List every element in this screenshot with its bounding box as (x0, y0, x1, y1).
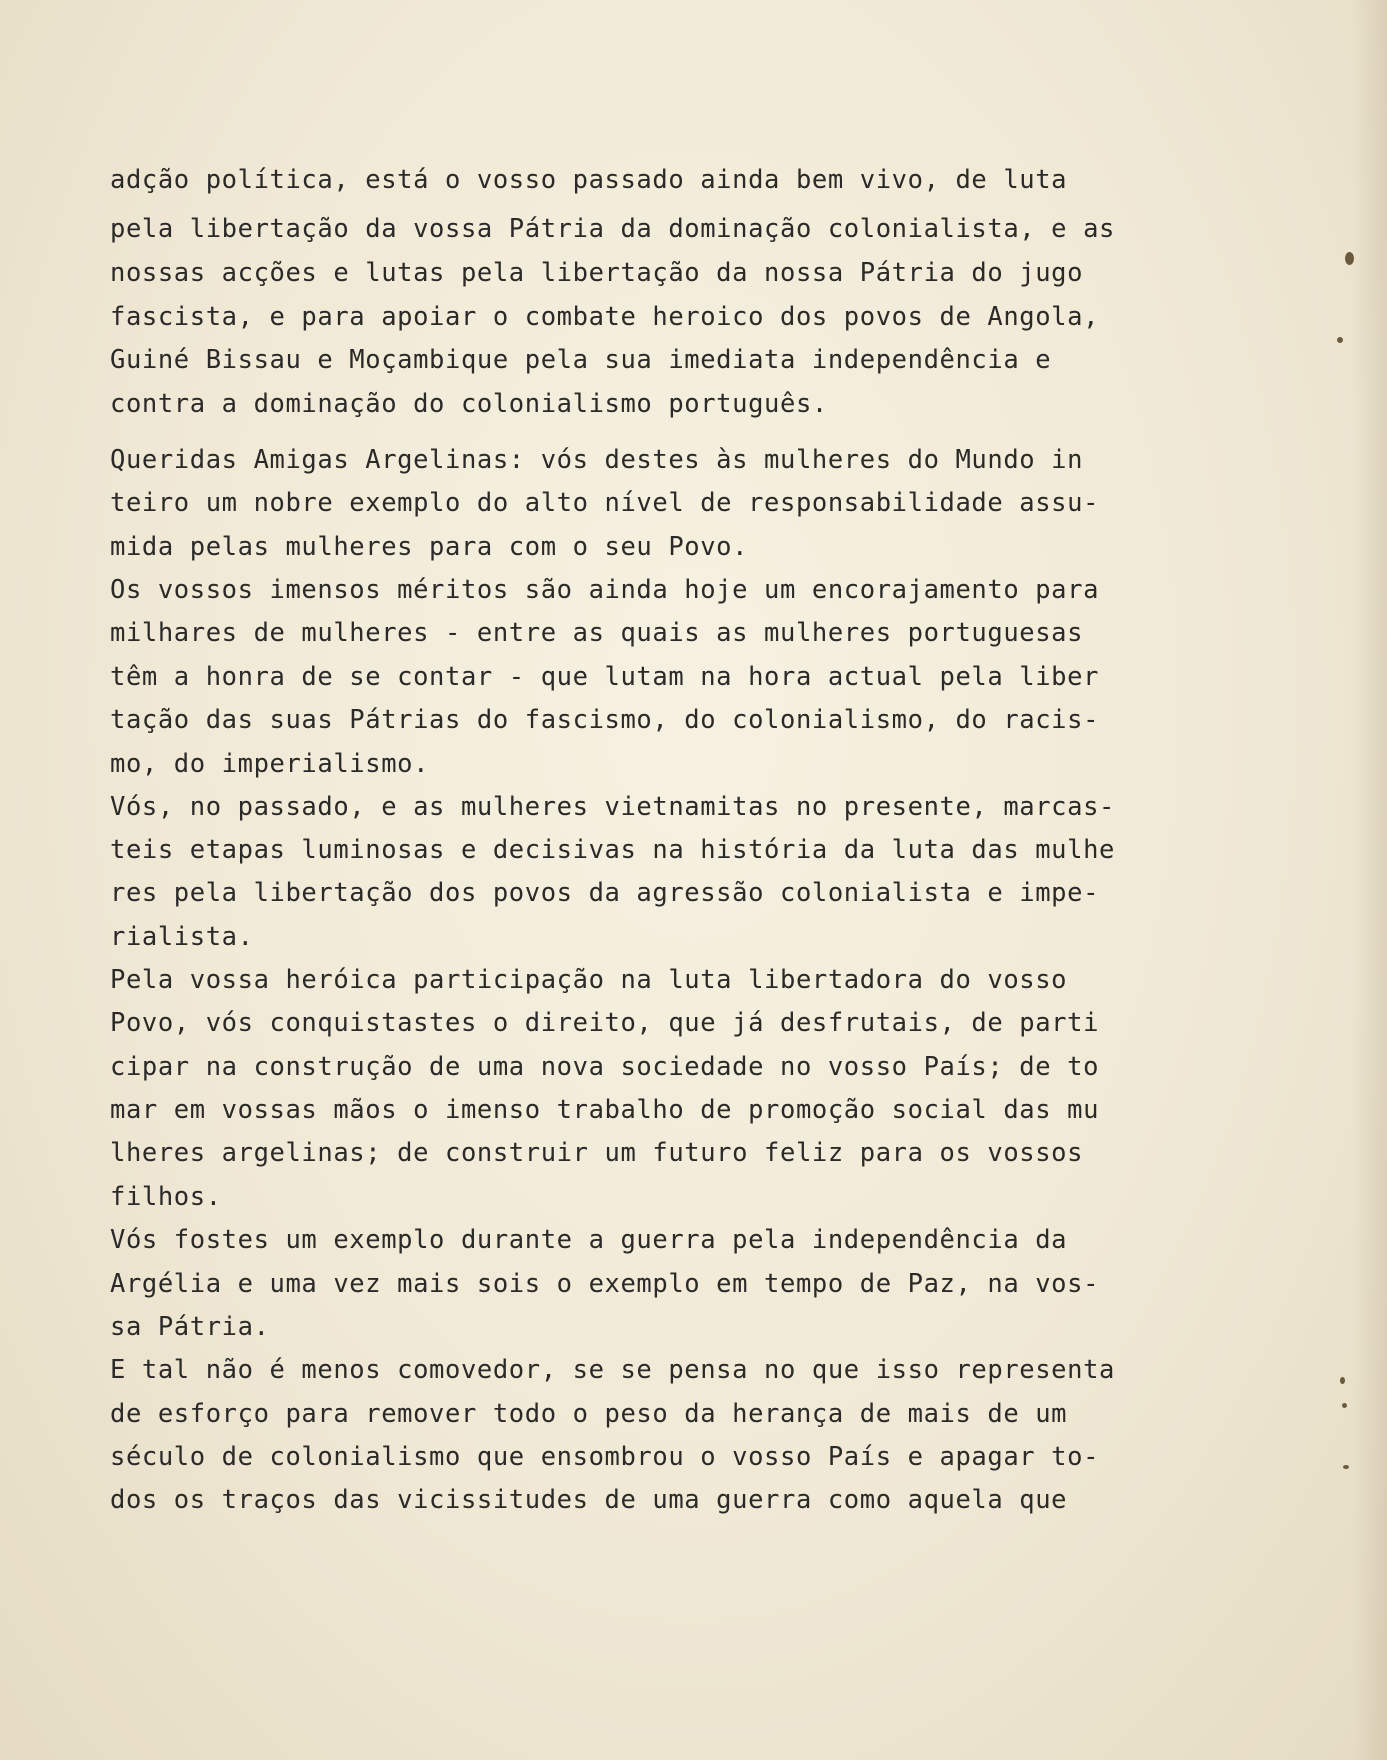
text-line: dos os traços das vicissitudes de uma guerra como aquela que (110, 1485, 1068, 1515)
text-line: teis etapas luminosas e decisivas na história da luta das mulhe (110, 835, 1115, 865)
text-line: tação das suas Pátrias do fascismo, do colonialismo, do racis- (110, 705, 1100, 735)
text-line: Os vossos imensos méritos são ainda hoje um encorajamento para (110, 575, 1100, 605)
paper-speck (1337, 337, 1343, 343)
paper-speck (1342, 1403, 1347, 1408)
text-line: têm a honra de se contar - que lutam na hora actual pela liber (110, 662, 1100, 692)
text-line: teiro um nobre exemplo do alto nível de responsabilidade assu- (110, 488, 1100, 518)
paper-speck (1343, 1465, 1349, 1469)
text-line: milhares de mulheres - entre as quais as mulheres portuguesas (110, 618, 1084, 648)
text-line: mar em vossas mãos o imenso trabalho de promoção social das mu (110, 1095, 1100, 1125)
paper-speck (1345, 252, 1354, 265)
text-line: Povo, vós conquistastes o direito, que já desfrutais, de parti (110, 1008, 1100, 1038)
text-line: cipar na construção de uma nova sociedade no vosso País; de to (110, 1052, 1100, 1082)
text-line: pela libertação da vossa Pátria da dominação colonialista, e as (110, 214, 1115, 244)
text-line: adção política, está o vosso passado ainda bem vivo, de luta (110, 165, 1068, 195)
text-line: mo, do imperialismo. (110, 749, 430, 779)
text-line: Vós, no passado, e as mulheres vietnamitas no presente, marcas- (110, 792, 1115, 822)
text-line: res pela libertação dos povos da agressão colonialista e impe- (110, 878, 1100, 908)
text-line: mida pelas mulheres para com o seu Povo. (110, 532, 749, 562)
text-line: nossas acções e lutas pela libertação da nossa Pátria do jugo (110, 258, 1084, 288)
text-line: sa Pátria. (110, 1312, 270, 1342)
text-line: E tal não é menos comovedor, se se pensa no que isso representa (110, 1355, 1115, 1385)
text-line: Queridas Amigas Argelinas: vós destes às mulheres do Mundo in (110, 445, 1084, 475)
text-line: contra a dominação do colonialismo português. (110, 389, 828, 419)
text-line: Guiné Bissau e Moçambique pela sua imediata independência e (110, 345, 1052, 375)
text-line: filhos. (110, 1182, 222, 1212)
text-line: Argélia e uma vez mais sois o exemplo em tempo de Paz, na vos- (110, 1269, 1100, 1299)
text-line: século de colonialismo que ensombrou o vosso País e apagar to- (110, 1442, 1100, 1472)
text-line: rialista. (110, 922, 254, 952)
paper-speck (1340, 1377, 1345, 1384)
text-line: lheres argelinas; de construir um futuro feliz para os vossos (110, 1138, 1084, 1168)
text-line: fascista, e para apoiar o combate heroico dos povos de Angola, (110, 302, 1100, 332)
text-line: Vós fostes um exemplo durante a guerra pela independência da (110, 1225, 1068, 1255)
text-line: Pela vossa heróica participação na luta libertadora do vosso (110, 965, 1068, 995)
text-line: de esforço para remover todo o peso da herança de mais de um (110, 1399, 1068, 1429)
